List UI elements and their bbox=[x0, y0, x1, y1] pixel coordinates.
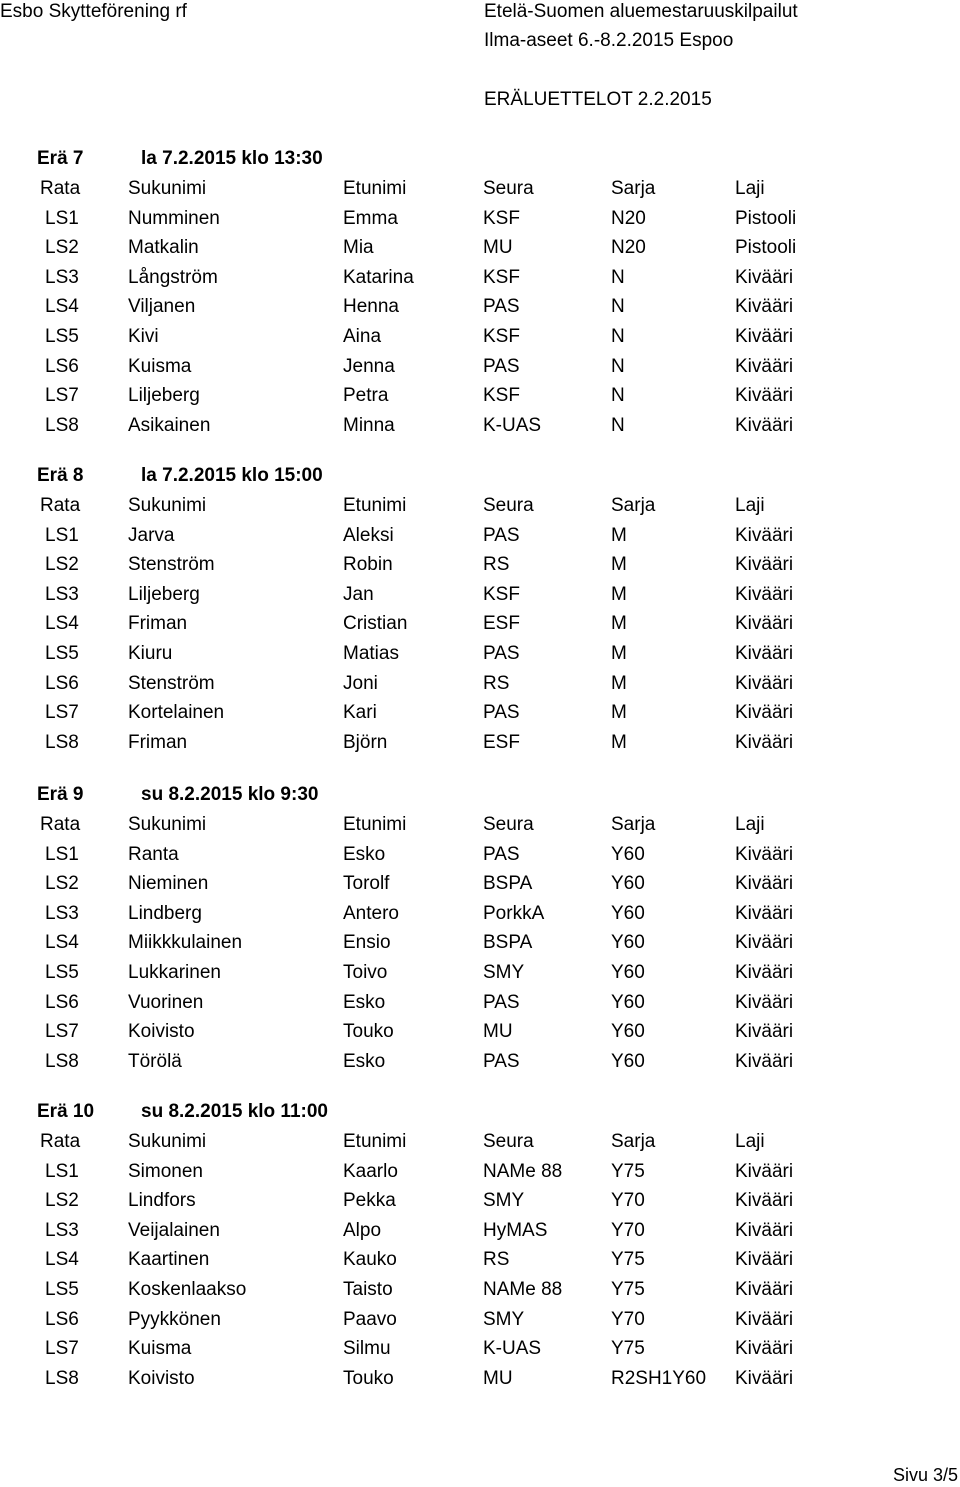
table-cell: M bbox=[611, 554, 627, 576]
table-cell: LS8 bbox=[45, 414, 79, 436]
table-cell: Mia bbox=[343, 237, 374, 259]
table-cell: LS8 bbox=[45, 1367, 79, 1389]
table-row bbox=[0, 699, 960, 729]
table-cell: PAS bbox=[483, 991, 520, 1013]
table-cell: MU bbox=[483, 1021, 513, 1043]
document-title: ERÄLUETTELOT 2.2.2015 bbox=[484, 89, 712, 110]
table-cell: LS5 bbox=[45, 961, 79, 983]
heat-section bbox=[0, 463, 960, 758]
heat-section bbox=[0, 782, 960, 1077]
table-cell: LS1 bbox=[45, 207, 79, 229]
table-cell: Kivääri bbox=[735, 296, 794, 318]
heat-number: Erä 7 bbox=[37, 148, 84, 169]
table-cell: SMY bbox=[483, 961, 525, 983]
column-header: Sukunimi bbox=[128, 495, 207, 516]
heat-number: Erä 8 bbox=[37, 465, 84, 486]
table-cell: Emma bbox=[343, 207, 398, 229]
column-header: Sarja bbox=[611, 495, 656, 516]
table-row bbox=[0, 1018, 960, 1048]
table-cell: SMY bbox=[483, 1190, 525, 1212]
table-cell: LS5 bbox=[45, 1278, 79, 1300]
table-cell: Matkalin bbox=[128, 237, 199, 259]
table-cell: R2SH1Y60 bbox=[611, 1367, 707, 1389]
table-cell: LS1 bbox=[45, 843, 79, 865]
table-cell: Paavo bbox=[343, 1308, 397, 1330]
column-header: Sukunimi bbox=[128, 178, 207, 199]
table-cell: Henna bbox=[343, 296, 399, 318]
table-cell: ESF bbox=[483, 613, 520, 635]
table-cell: Y75 bbox=[611, 1338, 645, 1360]
table-cell: RS bbox=[483, 554, 510, 576]
table-row bbox=[0, 1306, 960, 1336]
table-cell: PAS bbox=[483, 843, 520, 865]
table-row bbox=[0, 640, 960, 670]
table-cell: BSPA bbox=[483, 873, 533, 895]
table-row bbox=[0, 959, 960, 989]
table-row bbox=[0, 1217, 960, 1247]
table-cell: LS2 bbox=[45, 554, 79, 576]
heat-title bbox=[0, 463, 960, 492]
table-cell: Antero bbox=[343, 902, 399, 924]
table-cell: Stenström bbox=[128, 672, 215, 694]
table-cell: Viljanen bbox=[128, 296, 196, 318]
column-header: Rata bbox=[40, 1131, 81, 1152]
table-cell: LS7 bbox=[45, 385, 79, 407]
table-cell: Törölä bbox=[128, 1050, 182, 1072]
table-row bbox=[0, 323, 960, 353]
table-cell: Kivääri bbox=[735, 414, 794, 436]
table-cell: Kivääri bbox=[735, 642, 794, 664]
table-cell: Kivääri bbox=[735, 554, 794, 576]
column-header: Laji bbox=[735, 495, 765, 516]
table-cell: Koivisto bbox=[128, 1021, 195, 1043]
table-cell: Kivääri bbox=[735, 932, 794, 954]
table-cell: Kivääri bbox=[735, 1338, 794, 1360]
heat-number: Erä 9 bbox=[37, 784, 84, 805]
table-cell: NAMe 88 bbox=[483, 1278, 563, 1300]
table-row bbox=[0, 1246, 960, 1276]
table-cell: Numminen bbox=[128, 207, 220, 229]
table-cell: Kivääri bbox=[735, 583, 794, 605]
column-header: Etunimi bbox=[343, 814, 407, 835]
table-cell: LS7 bbox=[45, 1021, 79, 1043]
column-header-row bbox=[0, 811, 960, 841]
table-cell: Kaarlo bbox=[343, 1160, 398, 1182]
table-cell: Liljeberg bbox=[128, 385, 200, 407]
page-number: Sivu 3/5 bbox=[892, 1465, 958, 1485]
table-cell: Ensio bbox=[343, 932, 391, 954]
table-cell: Y60 bbox=[611, 932, 645, 954]
column-header: Rata bbox=[40, 495, 81, 516]
table-cell: Katarina bbox=[343, 266, 414, 288]
table-row bbox=[0, 581, 960, 611]
table-cell: Kivääri bbox=[735, 1278, 794, 1300]
table-cell: LS5 bbox=[45, 325, 79, 347]
table-cell: Liljeberg bbox=[128, 583, 200, 605]
event-subtitle: Ilma-aseet 6.-8.2.2015 Espoo bbox=[484, 30, 734, 51]
table-cell: Jenna bbox=[343, 355, 395, 377]
table-row bbox=[0, 412, 960, 442]
table-cell: Robin bbox=[343, 554, 393, 576]
table-cell: Joni bbox=[343, 672, 378, 694]
heat-number: Erä 10 bbox=[37, 1101, 95, 1122]
table-row bbox=[0, 929, 960, 959]
table-cell: Y75 bbox=[611, 1278, 645, 1300]
table-cell: LS4 bbox=[45, 932, 79, 954]
table-row bbox=[0, 264, 960, 294]
table-cell: Långström bbox=[128, 266, 218, 288]
table-cell: M bbox=[611, 672, 627, 694]
table-cell: MU bbox=[483, 1367, 513, 1389]
table-cell: Asikainen bbox=[128, 414, 211, 436]
table-cell: RS bbox=[483, 1249, 510, 1271]
table-cell: Kivääri bbox=[735, 843, 794, 865]
table-cell: Kari bbox=[343, 702, 377, 724]
column-header: Laji bbox=[735, 814, 765, 835]
table-cell: LS6 bbox=[45, 1308, 79, 1330]
table-cell: Y60 bbox=[611, 1021, 645, 1043]
column-header: Laji bbox=[735, 178, 765, 199]
column-header: Sukunimi bbox=[128, 814, 207, 835]
table-cell: MU bbox=[483, 237, 513, 259]
table-cell: Esko bbox=[343, 991, 386, 1013]
table-cell: Kivääri bbox=[735, 961, 794, 983]
table-cell: Kuisma bbox=[128, 355, 192, 377]
table-row bbox=[0, 729, 960, 759]
table-cell: K-UAS bbox=[483, 1338, 542, 1360]
table-cell: Aleksi bbox=[343, 524, 394, 546]
column-header: Seura bbox=[483, 814, 534, 835]
table-cell: Kiuru bbox=[128, 642, 173, 664]
table-row bbox=[0, 900, 960, 930]
column-header-row bbox=[0, 175, 960, 205]
table-cell: M bbox=[611, 642, 627, 664]
table-cell: LS6 bbox=[45, 991, 79, 1013]
table-cell: LS3 bbox=[45, 583, 79, 605]
table-cell: RS bbox=[483, 672, 510, 694]
table-cell: N bbox=[611, 355, 625, 377]
table-cell: Stenström bbox=[128, 554, 215, 576]
table-cell: M bbox=[611, 731, 627, 753]
table-cell: Kivi bbox=[128, 325, 159, 347]
table-cell: Matias bbox=[343, 642, 399, 664]
table-cell: PAS bbox=[483, 524, 520, 546]
table-cell: KSF bbox=[483, 207, 520, 229]
table-cell: N bbox=[611, 325, 625, 347]
table-row bbox=[0, 610, 960, 640]
table-cell: LS8 bbox=[45, 731, 79, 753]
table-cell: LS6 bbox=[45, 672, 79, 694]
table-cell: LS5 bbox=[45, 642, 79, 664]
table-cell: PAS bbox=[483, 642, 520, 664]
table-cell: N bbox=[611, 266, 625, 288]
table-cell: BSPA bbox=[483, 932, 533, 954]
heat-section bbox=[0, 146, 960, 441]
table-cell: Esko bbox=[343, 1050, 386, 1072]
table-cell: N20 bbox=[611, 237, 646, 259]
table-row bbox=[0, 234, 960, 264]
table-cell: K-UAS bbox=[483, 414, 542, 436]
table-cell: Taisto bbox=[343, 1278, 393, 1300]
table-cell: Kuisma bbox=[128, 1338, 192, 1360]
table-cell: Vuorinen bbox=[128, 991, 204, 1013]
table-cell: Ranta bbox=[128, 843, 179, 865]
table-cell: M bbox=[611, 702, 627, 724]
heat-title bbox=[0, 1099, 960, 1128]
table-cell: Kortelainen bbox=[128, 702, 225, 724]
table-cell: Kivääri bbox=[735, 902, 794, 924]
table-cell: Y70 bbox=[611, 1219, 645, 1241]
table-cell: PAS bbox=[483, 296, 520, 318]
table-row bbox=[0, 382, 960, 412]
table-cell: M bbox=[611, 524, 627, 546]
table-cell: LS7 bbox=[45, 702, 79, 724]
table-cell: Lindberg bbox=[128, 902, 202, 924]
table-cell: PAS bbox=[483, 355, 520, 377]
table-cell: Kivääri bbox=[735, 524, 794, 546]
table-cell: Kivääri bbox=[735, 672, 794, 694]
table-cell: Petra bbox=[343, 385, 389, 407]
table-cell: KSF bbox=[483, 266, 520, 288]
table-cell: Y75 bbox=[611, 1160, 645, 1182]
column-header-row bbox=[0, 1128, 960, 1158]
table-cell: Y60 bbox=[611, 843, 645, 865]
table-cell: Touko bbox=[343, 1021, 394, 1043]
heat-datetime: la 7.2.2015 klo 15:00 bbox=[141, 465, 323, 486]
organization-name: Esbo Skytteförening rf bbox=[0, 1, 187, 22]
column-header: Etunimi bbox=[343, 495, 407, 516]
heat-section bbox=[0, 1099, 960, 1394]
table-cell: Kivääri bbox=[735, 1219, 794, 1241]
table-cell: Kivääri bbox=[735, 702, 794, 724]
table-cell: KSF bbox=[483, 325, 520, 347]
table-cell: N bbox=[611, 296, 625, 318]
table-cell: Kaartinen bbox=[128, 1249, 210, 1271]
table-cell: Silmu bbox=[343, 1338, 391, 1360]
table-cell: NAMe 88 bbox=[483, 1160, 563, 1182]
table-cell: Touko bbox=[343, 1367, 394, 1389]
table-cell: Jarva bbox=[128, 524, 175, 546]
table-cell: Veijalainen bbox=[128, 1219, 220, 1241]
event-title: Etelä-Suomen aluemestaruuskilpailut bbox=[484, 1, 798, 22]
table-row bbox=[0, 293, 960, 323]
table-row bbox=[0, 1158, 960, 1188]
table-cell: Friman bbox=[128, 731, 188, 753]
column-header: Sarja bbox=[611, 814, 656, 835]
heat-datetime: su 8.2.2015 klo 9:30 bbox=[141, 784, 319, 805]
table-cell: Esko bbox=[343, 843, 386, 865]
table-cell: Kivääri bbox=[735, 1021, 794, 1043]
table-row bbox=[0, 670, 960, 700]
table-cell: Kauko bbox=[343, 1249, 397, 1271]
table-cell: Kivääri bbox=[735, 1160, 794, 1182]
table-cell: M bbox=[611, 613, 627, 635]
table-cell: Alpo bbox=[343, 1219, 382, 1241]
heat-datetime: la 7.2.2015 klo 13:30 bbox=[141, 148, 323, 169]
table-cell: Y60 bbox=[611, 991, 645, 1013]
column-header: Rata bbox=[40, 178, 81, 199]
table-cell: Kivääri bbox=[735, 991, 794, 1013]
table-row bbox=[0, 522, 960, 552]
table-cell: HyMAS bbox=[483, 1219, 548, 1241]
column-header: Sarja bbox=[611, 1131, 656, 1152]
table-cell: PAS bbox=[483, 702, 520, 724]
table-cell: N bbox=[611, 385, 625, 407]
table-cell: Kivääri bbox=[735, 1050, 794, 1072]
table-cell: M bbox=[611, 583, 627, 605]
table-cell: LS1 bbox=[45, 1160, 79, 1182]
column-header: Sarja bbox=[611, 178, 656, 199]
table-cell: ESF bbox=[483, 731, 520, 753]
table-cell: LS3 bbox=[45, 266, 79, 288]
table-cell: Pistooli bbox=[735, 207, 797, 229]
table-cell: LS8 bbox=[45, 1050, 79, 1072]
column-header: Seura bbox=[483, 495, 534, 516]
heat-datetime: su 8.2.2015 klo 11:00 bbox=[141, 1101, 328, 1122]
table-cell: N bbox=[611, 414, 625, 436]
column-header-row bbox=[0, 492, 960, 522]
table-cell: Y75 bbox=[611, 1249, 645, 1271]
heat-title bbox=[0, 782, 960, 811]
table-cell: Y60 bbox=[611, 902, 645, 924]
column-header: Rata bbox=[40, 814, 81, 835]
table-row bbox=[0, 1335, 960, 1365]
table-row bbox=[0, 989, 960, 1019]
table-cell: Kivääri bbox=[735, 613, 794, 635]
table-cell: Pistooli bbox=[735, 237, 797, 259]
table-cell: Koivisto bbox=[128, 1367, 195, 1389]
table-cell: Lindfors bbox=[128, 1190, 196, 1212]
table-cell: Aina bbox=[343, 325, 382, 347]
table-cell: LS4 bbox=[45, 1249, 79, 1271]
table-cell: N20 bbox=[611, 207, 646, 229]
column-header: Laji bbox=[735, 1131, 765, 1152]
table-cell: Kivääri bbox=[735, 873, 794, 895]
table-cell: Björn bbox=[343, 731, 388, 753]
table-cell: KSF bbox=[483, 583, 520, 605]
table-cell: Y60 bbox=[611, 873, 645, 895]
table-cell: Kivääri bbox=[735, 1308, 794, 1330]
table-cell: LS3 bbox=[45, 1219, 79, 1241]
table-cell: Pekka bbox=[343, 1190, 396, 1212]
table-cell: SMY bbox=[483, 1308, 525, 1330]
table-cell: Kivääri bbox=[735, 325, 794, 347]
table-row bbox=[0, 1187, 960, 1217]
table-cell: Y70 bbox=[611, 1190, 645, 1212]
table-cell: Kivääri bbox=[735, 1190, 794, 1212]
table-cell: LS2 bbox=[45, 1190, 79, 1212]
table-cell: Lukkarinen bbox=[128, 961, 221, 983]
table-cell: KSF bbox=[483, 385, 520, 407]
table-row bbox=[0, 1365, 960, 1395]
table-cell: Y60 bbox=[611, 1050, 645, 1072]
table-cell: LS2 bbox=[45, 237, 79, 259]
table-cell: Simonen bbox=[128, 1160, 203, 1182]
table-cell: Kivääri bbox=[735, 1367, 794, 1389]
table-cell: Minna bbox=[343, 414, 395, 436]
table-cell: Friman bbox=[128, 613, 188, 635]
table-cell: Torolf bbox=[343, 873, 390, 895]
table-row bbox=[0, 1276, 960, 1306]
table-cell: Kivääri bbox=[735, 385, 794, 407]
table-cell: PorkkA bbox=[483, 902, 545, 924]
table-cell: Kivääri bbox=[735, 355, 794, 377]
table-cell: Kivääri bbox=[735, 266, 794, 288]
column-header: Seura bbox=[483, 178, 534, 199]
table-cell: LS7 bbox=[45, 1338, 79, 1360]
table-row bbox=[0, 1048, 960, 1078]
column-header: Seura bbox=[483, 1131, 534, 1152]
table-row bbox=[0, 205, 960, 235]
table-cell: Kivääri bbox=[735, 1249, 794, 1271]
table-cell: LS4 bbox=[45, 296, 79, 318]
heat-title bbox=[0, 146, 960, 175]
table-cell: PAS bbox=[483, 1050, 520, 1072]
table-cell: Toivo bbox=[343, 961, 388, 983]
table-cell: Kivääri bbox=[735, 731, 794, 753]
table-cell: Koskenlaakso bbox=[128, 1278, 247, 1300]
table-cell: Cristian bbox=[343, 613, 408, 635]
table-cell: Y60 bbox=[611, 961, 645, 983]
column-header: Etunimi bbox=[343, 178, 407, 199]
table-cell: LS3 bbox=[45, 902, 79, 924]
table-cell: Miikkkulainen bbox=[128, 932, 243, 954]
table-cell: LS1 bbox=[45, 524, 79, 546]
table-row bbox=[0, 841, 960, 871]
table-cell: Nieminen bbox=[128, 873, 209, 895]
column-header: Etunimi bbox=[343, 1131, 407, 1152]
table-cell: Y70 bbox=[611, 1308, 645, 1330]
table-cell: LS6 bbox=[45, 355, 79, 377]
table-cell: LS4 bbox=[45, 613, 79, 635]
table-row bbox=[0, 870, 960, 900]
table-cell: Jan bbox=[343, 583, 374, 605]
table-row bbox=[0, 551, 960, 581]
table-row bbox=[0, 353, 960, 383]
table-cell: Pyykkönen bbox=[128, 1308, 221, 1330]
table-cell: LS2 bbox=[45, 873, 79, 895]
column-header: Sukunimi bbox=[128, 1131, 207, 1152]
